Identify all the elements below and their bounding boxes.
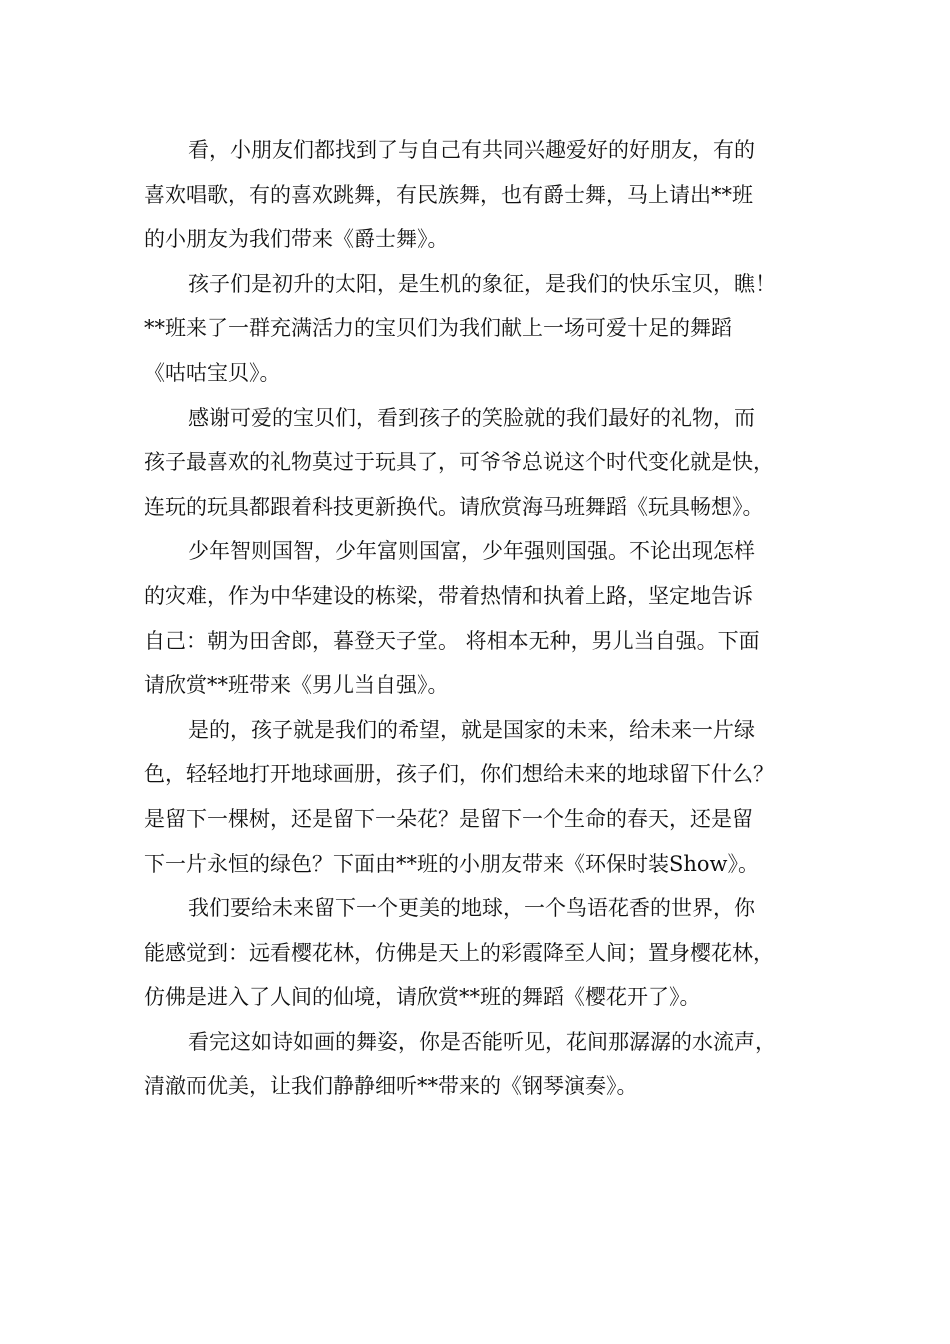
paragraph-cherry-blossom: 我们要给未来留下一个更美的地球，一个鸟语花香的世界，你 能感觉到：远看樱花林，仿佛是天上的彩霞降至人间；置身樱花林， 仿佛是进入了人间的仙境，请欣赏**班的舞蹈《樱花开了》。 xyxy=(144,896,774,1010)
paragraph-eco-fashion-show: 是的，孩子就是我们的希望，就是国家的未来，给未来一片绿 色，轻轻地打开地球画册，孩子们，你们想给未来的地球留下什么？ 是留下一棵树，还是留下一朵花？是留下一个生命的春天，还是留 下一片永恒的绿色？下面由**班的小朋友带来《环保时装Show》。 xyxy=(144,717,774,876)
paragraph-piano-performance: 看完这如诗如画的舞姿，你是否能听见，花间那潺潺的水流声， 清澈而优美，让我们静静细听**带来的《钢琴演奏》。 xyxy=(144,1029,776,1099)
paragraph-jazz-dance: 看，小朋友们都找到了与自己有共同兴趣爱好的好朋友，有的 喜欢唱歌，有的喜欢跳舞，有民族舞，也有爵士舞，马上请出**班 的小朋友为我们带来《爵士舞》。 xyxy=(144,138,755,252)
paragraph-self-strengthening: 少年智则国智，少年富则国富，少年强则国强。不论出现怎样 的灾难，作为中华建设的栋梁，带着热情和执着上路，坚定地告诉 自己：朝为田舍郎，暮登天子堂。 将相本无种，男儿当自强。下面 请欣赏**班带来《男儿当自强》。 xyxy=(144,539,760,698)
paragraph-gugu-baby: 孩子们是初升的太阳，是生机的象征，是我们的快乐宝贝，瞧！ **班来了一群充满活力的宝贝们为我们献上一场可爱十足的舞蹈 《咕咕宝贝》。 xyxy=(144,271,776,385)
document-body xyxy=(144,128,808,1109)
paragraph-toy-fantasy: 感谢可爱的宝贝们，看到孩子的笑脸就的我们最好的礼物，而 孩子最喜欢的礼物莫过于玩具了，可爷爷总说这个时代变化就是快， 连玩的玩具都跟着科技更新换代。请欣赏海马班舞蹈《玩具畅想》。 xyxy=(144,405,774,519)
